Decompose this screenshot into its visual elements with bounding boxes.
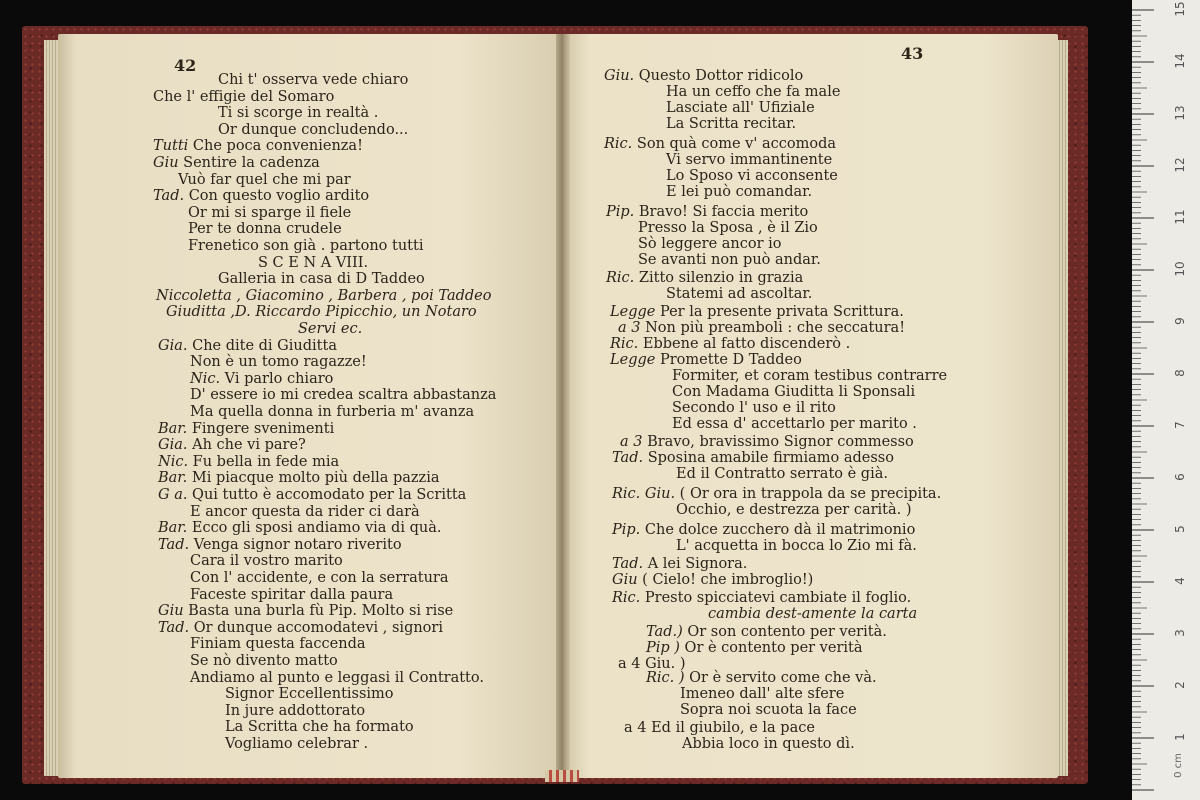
text-line: La Scritta che ha formato [225, 719, 414, 736]
text-line: Ric. Giu. ( Or ora in trappola da se precipita. [612, 486, 942, 502]
text-line: Giu Basta una burla fù Pip. Molto si rise [158, 603, 454, 620]
ruler-label: 7 [1173, 421, 1187, 429]
text-line: L' acquetta in bocca lo Zio mi fà. [676, 538, 917, 554]
text-line: Tad. Venga signor notaro riverito [158, 536, 402, 553]
text-line: Con Madama Giuditta li Sponsali [672, 384, 916, 400]
measuring-ruler [1132, 0, 1200, 800]
ruler-label: 14 [1173, 53, 1187, 69]
text-line: Imeneo dall' alte sfere [680, 686, 845, 702]
left-page [58, 34, 560, 778]
text-line: Sò leggere ancor io [638, 236, 782, 252]
ruler-label: 10 [1173, 261, 1187, 277]
text-line: Tutti Che poca convenienza! [153, 138, 363, 155]
ruler-label: 5 [1173, 525, 1187, 533]
text-line: Ed essa d' accettarlo per marito . [672, 416, 917, 432]
text-line: Lo Sposo vi acconsente [666, 168, 838, 184]
text-line: Tad. A lei Signora. [612, 556, 748, 572]
page-number-right: 43 [901, 44, 924, 63]
text-line: Secondo l' uso e il rito [672, 400, 836, 416]
text-line: D' essere io mi credea scaltra abbastanza [190, 387, 497, 404]
text-line: Pip. Bravo! Si faccia merito [606, 204, 809, 220]
text-line: In jure addottorato [225, 702, 366, 719]
text-line: Tad.) Or son contento per verità. [646, 624, 887, 640]
text-line: Ric. Son quà come v' accomoda [604, 136, 836, 152]
text-line: Cara il vostro marito [190, 553, 343, 570]
text-line: Formiter, et coram testibus contrarre [672, 368, 948, 384]
text-line: cambia dest-amente la carta [708, 606, 918, 622]
ruler-label: 13 [1173, 105, 1187, 121]
text-line: Ric. Presto spicciatevi cambiate il foglio. [612, 590, 912, 606]
text-line: E ancor questa da rider ci darà [190, 503, 420, 520]
text-line: a 3 Bravo, bravissimo Signor commesso [620, 434, 914, 450]
text-line: Legge Promette D Taddeo [610, 352, 802, 368]
page-number-left: 42 [174, 56, 197, 75]
ruler-label: 3 [1173, 629, 1187, 637]
text-line: a 3 Non più preamboli : che seccatura! [618, 320, 906, 336]
text-line: E lei può comandar. [666, 184, 813, 200]
ruler-label: 15 [1173, 1, 1187, 17]
right-page [566, 34, 1058, 778]
text-line: Ha un ceffo che fa male [666, 84, 841, 100]
text-line: La Scritta recitar. [666, 116, 797, 132]
book-gutter [556, 34, 570, 778]
text-line: Tad. Or dunque accomodatevi , signori [158, 619, 443, 636]
ruler-label: 8 [1173, 369, 1187, 377]
text-line: Signor Eccellentissimo [225, 686, 394, 703]
text-line: Gia. Che dite di Giuditta [158, 337, 337, 354]
text-line: Sopra noi scuota la face [680, 702, 857, 718]
text-line: Se nò divento matto [190, 653, 338, 669]
ruler-label: 2 [1173, 681, 1187, 689]
text-line: Andiamo al punto e leggasi il Contratto. [190, 669, 484, 686]
ruler-unit: 0 cm [1172, 753, 1184, 778]
text-line: Per te donna crudele [188, 221, 342, 238]
text-line: Bar. Fingere svenimenti [158, 420, 335, 437]
text-line: Ric. Ebbene al fatto discenderò . [610, 336, 851, 352]
text-line: Galleria in casa di D Taddeo [218, 271, 425, 288]
text-line: Faceste spiritar dalla paura [190, 586, 394, 603]
text-line: Vogliamo celebrar . [225, 736, 369, 752]
text-line: Giu. Questo Dottor ridicolo [604, 68, 804, 84]
text-line: Ti si scorge in realtà . [218, 105, 379, 122]
text-line: Bar. Ecco gli sposi andiamo via di quà. [158, 520, 442, 537]
text-line: Vi servo immantinente [666, 152, 833, 168]
ruler-label: 4 [1173, 577, 1187, 585]
text-line: Finiam questa faccenda [190, 636, 366, 653]
text-line: Occhio, e destrezza per carità. ) [676, 502, 912, 518]
text-line: Chi t' osserva vede chiaro [218, 72, 409, 88]
ruler-label: 11 [1173, 209, 1187, 225]
text-line: Vuò far quel che mi par [178, 171, 351, 188]
text-line: Tad. Con questo voglio ardito [153, 188, 370, 205]
text-line: Nic. Fu bella in fede mia [158, 453, 340, 470]
ruler-label: 1 [1173, 733, 1187, 741]
text-line: Che l' effigie del Somaro [153, 88, 335, 105]
text-line: Giu ( Cielo! che imbroglio!) [612, 572, 814, 588]
text-line: Ric. Zitto silenzio in grazia [606, 270, 804, 286]
text-line: Pip. Che dolce zucchero dà il matrimonio [612, 522, 916, 538]
text-line: Giuditta ,D. Riccardo Pipicchio, un Notaro [166, 304, 477, 321]
text-line: Legge Per la presente privata Scrittura. [610, 304, 904, 320]
text-line: Nic. Vi parlo chiaro [190, 370, 334, 387]
text-line: Niccoletta , Giacomino , Barbera , poi Taddeo [156, 287, 492, 304]
text-line: Con l' accidente, e con la serratura [190, 570, 449, 586]
text-line: Abbia loco in questo dì. [682, 736, 855, 752]
text-line: Se avanti non può andar. [638, 252, 821, 268]
text-line: G a. Qui tutto è accomodato per la Scritta [158, 487, 467, 503]
text-line: Ric. ) Or è servito come che và. [646, 670, 877, 686]
text-line: a 4 Ed il giubilo, e la pace [624, 720, 815, 736]
text-line: Frenetico son già . partono tutti [188, 238, 424, 254]
text-line: Or dunque concludendo... [218, 121, 409, 138]
text-line: Tad. Sposina amabile firmiamo adesso [612, 450, 894, 466]
text-line: Presso la Sposa , è il Zio [638, 220, 818, 236]
ruler-label: 12 [1173, 157, 1187, 173]
book-headband [545, 770, 579, 782]
text-line: Servi ec. [298, 321, 363, 337]
text-line: Pip ) Or è contento per verità [646, 640, 863, 656]
text-line: Or mi si sparge il fiele [188, 204, 352, 221]
text-line: Non è un tomo ragazze! [190, 354, 367, 371]
ruler-label: 9 [1173, 317, 1187, 325]
text-line: Lasciate all' Ufiziale [666, 100, 815, 116]
text-line: Giu Sentire la cadenza [153, 155, 320, 171]
text-line: a 4 Giu. ) [618, 656, 686, 672]
text-line: Ma quella donna in furberia m' avanza [190, 404, 475, 420]
text-line: Bar. Mi piacque molto più della pazzia [158, 470, 440, 487]
text-line: Ed il Contratto serrato è già. [676, 466, 888, 482]
text-line: S C E N A VIII. [258, 254, 369, 271]
ruler-label: 6 [1173, 473, 1187, 481]
ruler-ticks [1132, 0, 1200, 800]
text-line: Statemi ad ascoltar. [666, 286, 813, 302]
text-line: Gia. Ah che vi pare? [158, 437, 306, 454]
